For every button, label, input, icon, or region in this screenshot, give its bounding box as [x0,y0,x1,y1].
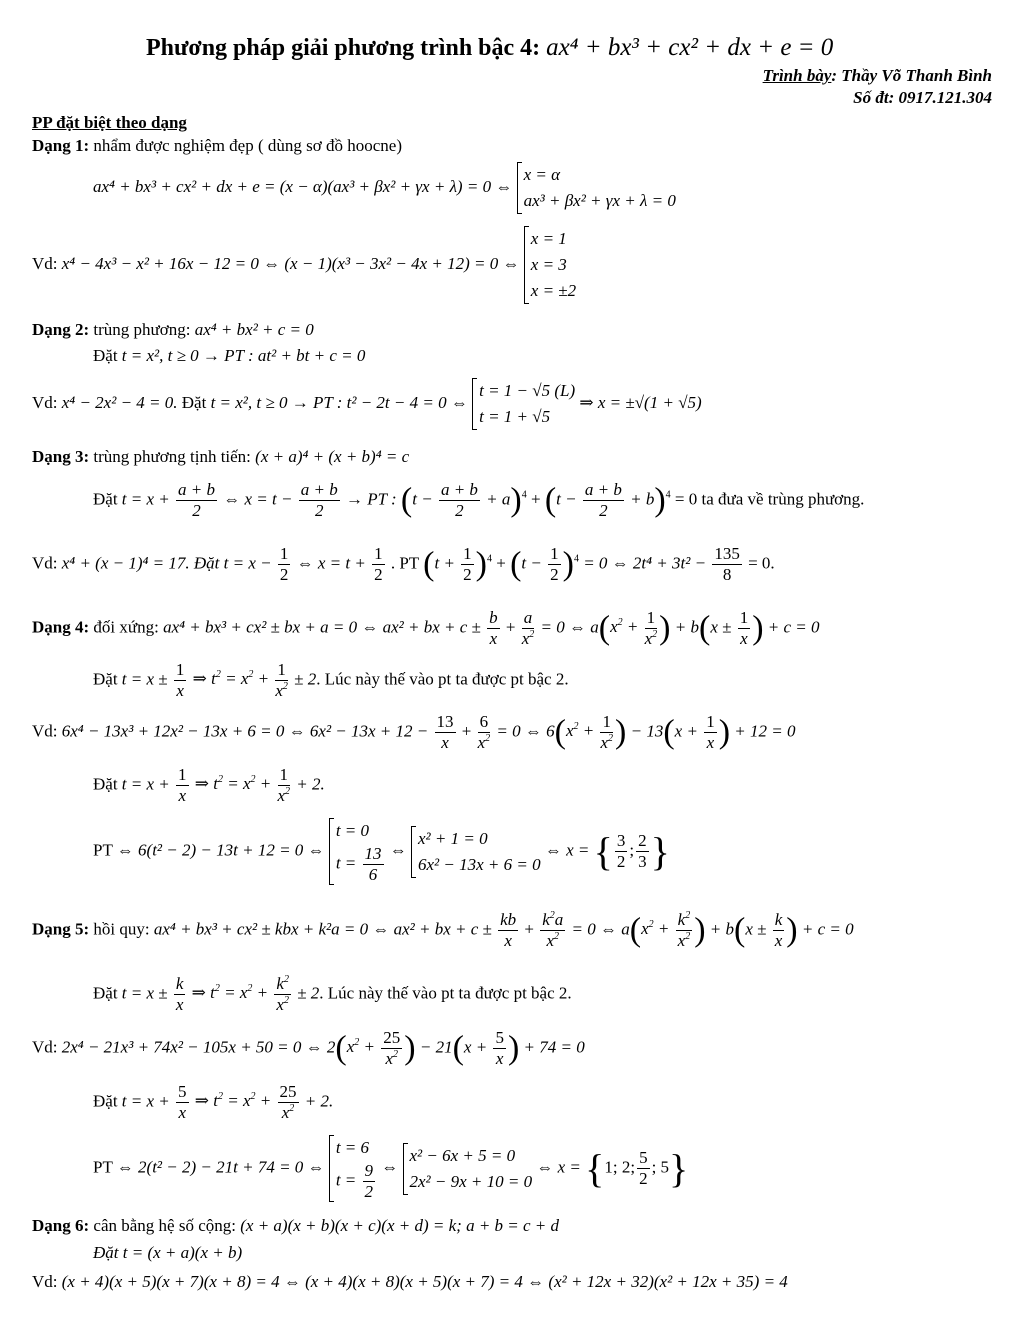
dang4-example: Vd: 6x⁴ − 13x³ + 12x² − 13x + 6 = 0 ⇔ 6x² − 13x + 12 − $\frac{13}{x}$ + $\frac{6}{x^2}$ = 0 ⇔ $6(x^2$ + $\frac{1}{x^2}$ ) − 13(x + $\frac{1}{x}$ ) + 12 = 0 [32,712,796,752]
case-bracket: t = 1 − √5 (L) t = 1 + √5 [472,378,575,430]
case-bracket: t = 0 t = $\frac{13}{6}$ [329,818,386,885]
fraction: $\frac{a + b}{2}$ [178,480,215,520]
dang4-example-substitution: Đặt t = x + $\frac{1}{x}$ ⇒ $t^2 = x^2$ + $\frac{1}{x^2}$ + 2. [93,765,325,805]
dang6-example: Vd: (x + 4)(x + 5)(x + 7)(x + 8) = 4 ⇔ (x + 4)(x + 8)(x + 5)(x + 7) = 4 ⇔ (x² + 12x + 32)(x² + 12x + 35) = 4 [32,1272,788,1291]
fraction: $\frac{a + b}{2}$ [440,480,478,520]
dang1-formula: ax⁴ + bx³ + cx² + dx + e = (x − α)(ax³ + βx² + γx + λ) = 0 ⇔ x = α ax³ + βx² + γx + λ = 0 [93,162,676,214]
dang5-example-solution: PT ⇔ 2(t² − 2) − 21t + 74 = 0 ⇔ t = 6 t = $\frac{9}{2}$ ⇔ x² − 6x + 5 = 0 2x² − 9x + 10 = 0 ⇔ x = {1; 2; $\frac{5}{2}$ ; 5} [93,1135,688,1202]
case-bracket: t = 6 t = $\frac{9}{2}$ [329,1135,377,1202]
case-bracket: x² + 1 = 0 6x² − 13x + 6 = 0 [411,826,541,878]
dang3-heading: Dạng 3: trùng phương tịnh tiến: (x + a)⁴ + (x + b)⁴ = c [32,447,410,466]
dang5-example: Vd: 2x⁴ − 21x³ + 74x² − 105x + 50 = 0 ⇔ $2(x^2$ + $\frac{25}{x^2}$ ) − 21(x + $\frac{5}{x}$ ) + 74 = 0 [32,1028,585,1068]
dang5-example-substitution: Đặt t = x + $\frac{5}{x}$ ⇒ $t^2 = x^2$ + $\frac{25}{x^2}$ + 2. [93,1082,334,1122]
section-title: PP đặt biệt theo dạng [32,113,187,132]
author-line: Trình bày: Thầy Võ Thanh Bình [762,66,992,85]
dang2-heading: Dạng 2: trùng phương: ax⁴ + bx² + c = 0 [32,320,314,339]
fraction: $\frac{135}{8}$ [714,544,740,584]
dang6-substitution: Đặt t = (x + a)(x + b) [93,1243,243,1262]
fraction: $\frac{a + b}{2}$ [584,480,622,520]
phone-line: Số đt: 0917.121.304 [853,88,992,107]
dang4-example-solution: PT ⇔ 6(t² − 2) − 13t + 12 = 0 ⇔ t = 0 t = $\frac{13}{6}$ ⇔ x² + 1 = 0 6x² − 13x + 6 = 0 ⇔ x = { $\frac{3}{2}$ ; $\frac{2}{3}$ } [93,818,670,885]
dang4-heading: Dạng 4: đối xứng: ax⁴ + bx³ + cx² ± bx + a = 0 ⇔ ax² + bx + c ± $\frac{b}{x}$ + $\frac{a}{x^2}$ = 0 ⇔ $a(x^2$ + $\frac{1}{x^2}$ ) + b(x ± $\frac{1}{x}$ ) + c = 0 [32,608,820,648]
fraction: $\frac{1}{2}$ [463,544,472,584]
dang6-heading: Dạng 6: cân bằng hệ số cộng: (x + a)(x + b)(x + c)(x + d) = k; a + b = c + d [32,1216,560,1235]
dang3-substitution: Đặt t = x + $\frac{a + b}{2}$ ⇔ x = t − $\frac{a + b}{2}$ → PT : (t − $\frac{a + b}{2}$ + a)$^4$ + (t − $\frac{a + b}{2}$ + b)$^4$ = 0 ta đưa về trùng phương. [93,480,865,520]
case-bracket: x² − 6x + 5 = 0 2x² − 9x + 10 = 0 [403,1143,533,1195]
dang1-heading: Dạng 1: nhẩm được nghiệm đẹp ( dùng sơ đồ hoocne) [32,136,402,155]
fraction: $\frac{a + b}{2}$ [300,480,338,520]
dang1-example: Vd: x⁴ − 4x³ − x² + 16x − 12 = 0 ⇔ (x − 1)(x³ − 3x² − 4x + 12) = 0 ⇔ x = 1 x = 3 x = ±2 [32,226,576,304]
dang4-substitution: Đặt t = x ± $\frac{1}{x}$ ⇒ $t^2 = x^2$ + $\frac{1}{x^2}$ ± 2. Lúc này thế vào pt ta được pt bậc 2. [93,660,569,700]
title-equation: ax⁴ + bx³ + cx² + dx + e = 0 [546,34,834,61]
page-title: Phương pháp giải phương trình bậc 4: ax⁴ + bx³ + cx² + dx + e = 0 [146,34,834,61]
fraction: $\frac{1}{2}$ [374,544,383,584]
dang3-example: Vd: x⁴ + (x − 1)⁴ = 17. Đặt t = x − $\frac{1}{2}$ ⇔ x = t + $\frac{1}{2}$ . PT (t + $\frac{1}{2}$ )$^4$ + (t − $\frac{1}{2}$ )$^4$ = 0 ⇔ 2t⁴ + 3t² − $\frac{135}{8}$ = 0. [32,544,775,584]
dang5-substitution: Đặt t = x ± $\frac{k}{x}$ ⇒ $t^2 = x^2$ + $\frac{k^2}{x^2}$ ± 2. Lúc này thế vào pt ta được pt bậc 2. [93,974,572,1014]
dang2-example: Vd: x⁴ − 2x² − 4 = 0. Đặt t = x², t ≥ 0 → PT : t² − 2t − 4 = 0 ⇔ t = 1 − √5 (L) t = 1 + √5 ⇒ x = ±√(1 + √5) [32,378,702,430]
dang2-substitution: Đặt t = x², t ≥ 0 → PT : at² + bt + c = 0 [93,346,366,365]
case-bracket: x = 1 x = 3 x = ±2 [524,226,576,304]
fraction: $\frac{1}{2}$ [279,544,289,584]
fraction: $\frac{1}{2}$ [550,544,559,584]
case-bracket: x = α ax³ + βx² + γx + λ = 0 [517,162,676,214]
dang5-heading: Dạng 5: hồi quy: ax⁴ + bx³ + cx² ± kbx + k²a = 0 ⇔ ax² + bx + c ± $\frac{kb}{x}$ + $\frac{k^2a}{x^2}$ = 0 ⇔ $a(x^2$ + $\frac{k^2}{x^2}$ ) + b(x ± $\frac{k}{x}$ ) + c = 0 [32,910,854,950]
